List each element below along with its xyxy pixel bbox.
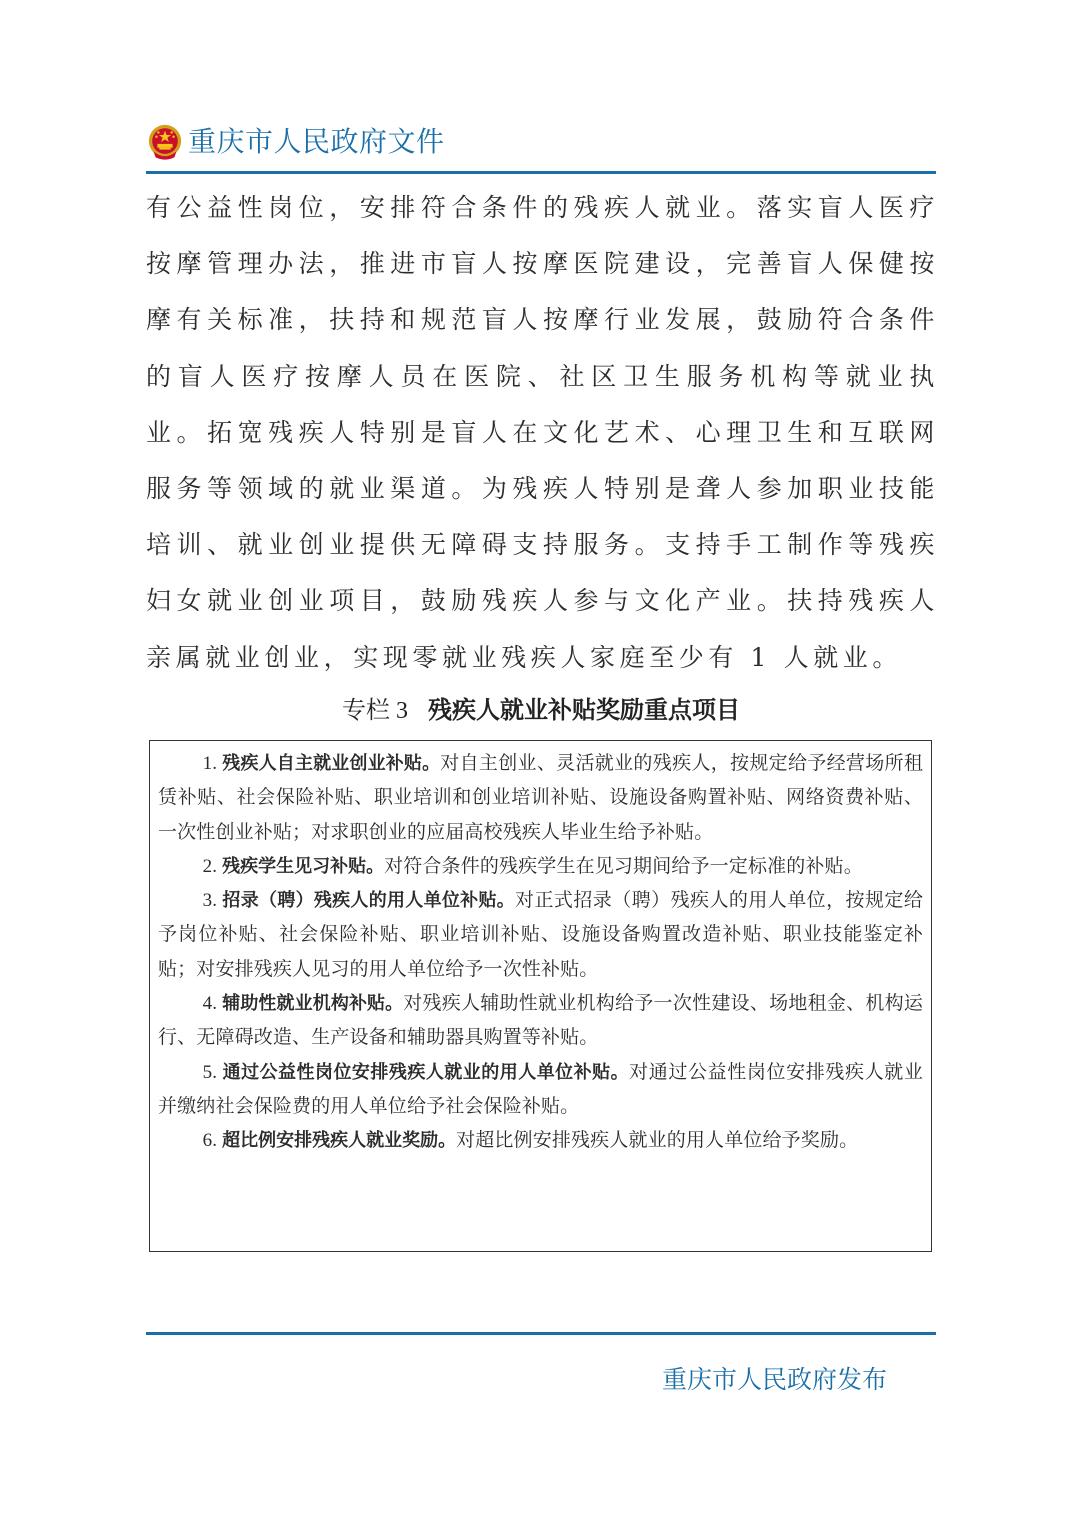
item-text: 对通过公益性岗位安排残疾人就业并缴纳社会保险费的用人单位给予社会保险补贴。 [158,1061,923,1117]
item-lead: 超比例安排残疾人就业奖励。 [222,1130,457,1152]
item-number: 2. [202,855,218,877]
header-title: 重庆市人民政府文件 [188,125,445,158]
item-text: 对自主创业、灵活就业的残疾人，按规定给予经营场所租赁补贴、社会保险补贴、职业培训和创业培训补贴、设施设备购置补贴、网络资费补贴、一次性创业补贴；对求职创业的应届高校残疾人毕业生给予补贴。 [158,753,924,843]
item-number: 4. [202,993,218,1015]
item-number: 1. [202,753,218,774]
item-number: 6. [202,1130,218,1152]
item-text: 对符合条件的残疾学生在见习期间给予一定标准的补贴。 [384,855,863,877]
item-number: 3. [202,890,218,912]
project-item [158,1056,923,1125]
item-number: 5. [202,1061,218,1083]
footer-publisher: 重庆市人民政府发布 [662,1365,888,1394]
column-title [146,690,936,731]
column-number: 专栏 3 [342,698,408,724]
project-item [158,884,923,987]
item-lead: 招录（聘）残疾人的用人单位补贴。 [222,890,516,912]
project-item [158,1124,923,1158]
project-box [149,740,932,1252]
document-header [146,118,936,168]
header-divider [146,171,936,174]
footer-divider [146,1332,936,1335]
item-text: 对正式招录（聘）残疾人的用人单位，按规定给予岗位补贴、社会保险补贴、职业培训补贴、设施设备购置改造补贴、职业技能鉴定补贴；对安排残疾人见习的用人单位给予一次性补贴。 [158,890,924,980]
item-lead: 通过公益性岗位安排残疾人就业的用人单位补贴。 [222,1061,630,1083]
project-item [158,747,923,850]
national-emblem-icon [146,123,184,161]
item-text: 对残疾人辅助性就业机构给予一次性建设、场地租金、机构运行、无障碍改造、生产设备和辅助器具购置等补贴。 [158,993,924,1049]
item-lead: 残疾学生见习补贴。 [222,855,385,877]
project-item [158,987,923,1056]
project-item [158,850,923,884]
body-paragraph: 有公益性岗位，安排符合条件的残疾人就业。落实盲人医疗按摩管理办法，推进市盲人按摩医院建设，完善盲人保健按摩有关标准，扶持和规范盲人按摩行业发展，鼓励符合条件的盲人医疗按摩人员在医院、社区卫生服务机构等就业执业。拓宽残疾人特别是盲人在文化艺术、心理卫生和互联网服务等领域的就业渠道。为残疾人特别是聋人参加职业技能培训、就业创业提供无障碍支持服务。支持手工制作等残疾妇女就业创业项目，鼓励残疾人参与文化产业。扶持残疾人亲属就业创业，实现零就业残疾人家庭至少有 1 人就业。 [146,193,939,672]
item-text: 对超比例安排残疾人就业的用人单位给予奖励。 [456,1130,859,1152]
item-lead: 辅助性就业机构补贴。 [222,993,404,1015]
column-heading: 残疾人就业补贴奖励重点项目 [428,696,740,724]
item-lead: 残疾人自主就业创业补贴。 [222,753,441,774]
